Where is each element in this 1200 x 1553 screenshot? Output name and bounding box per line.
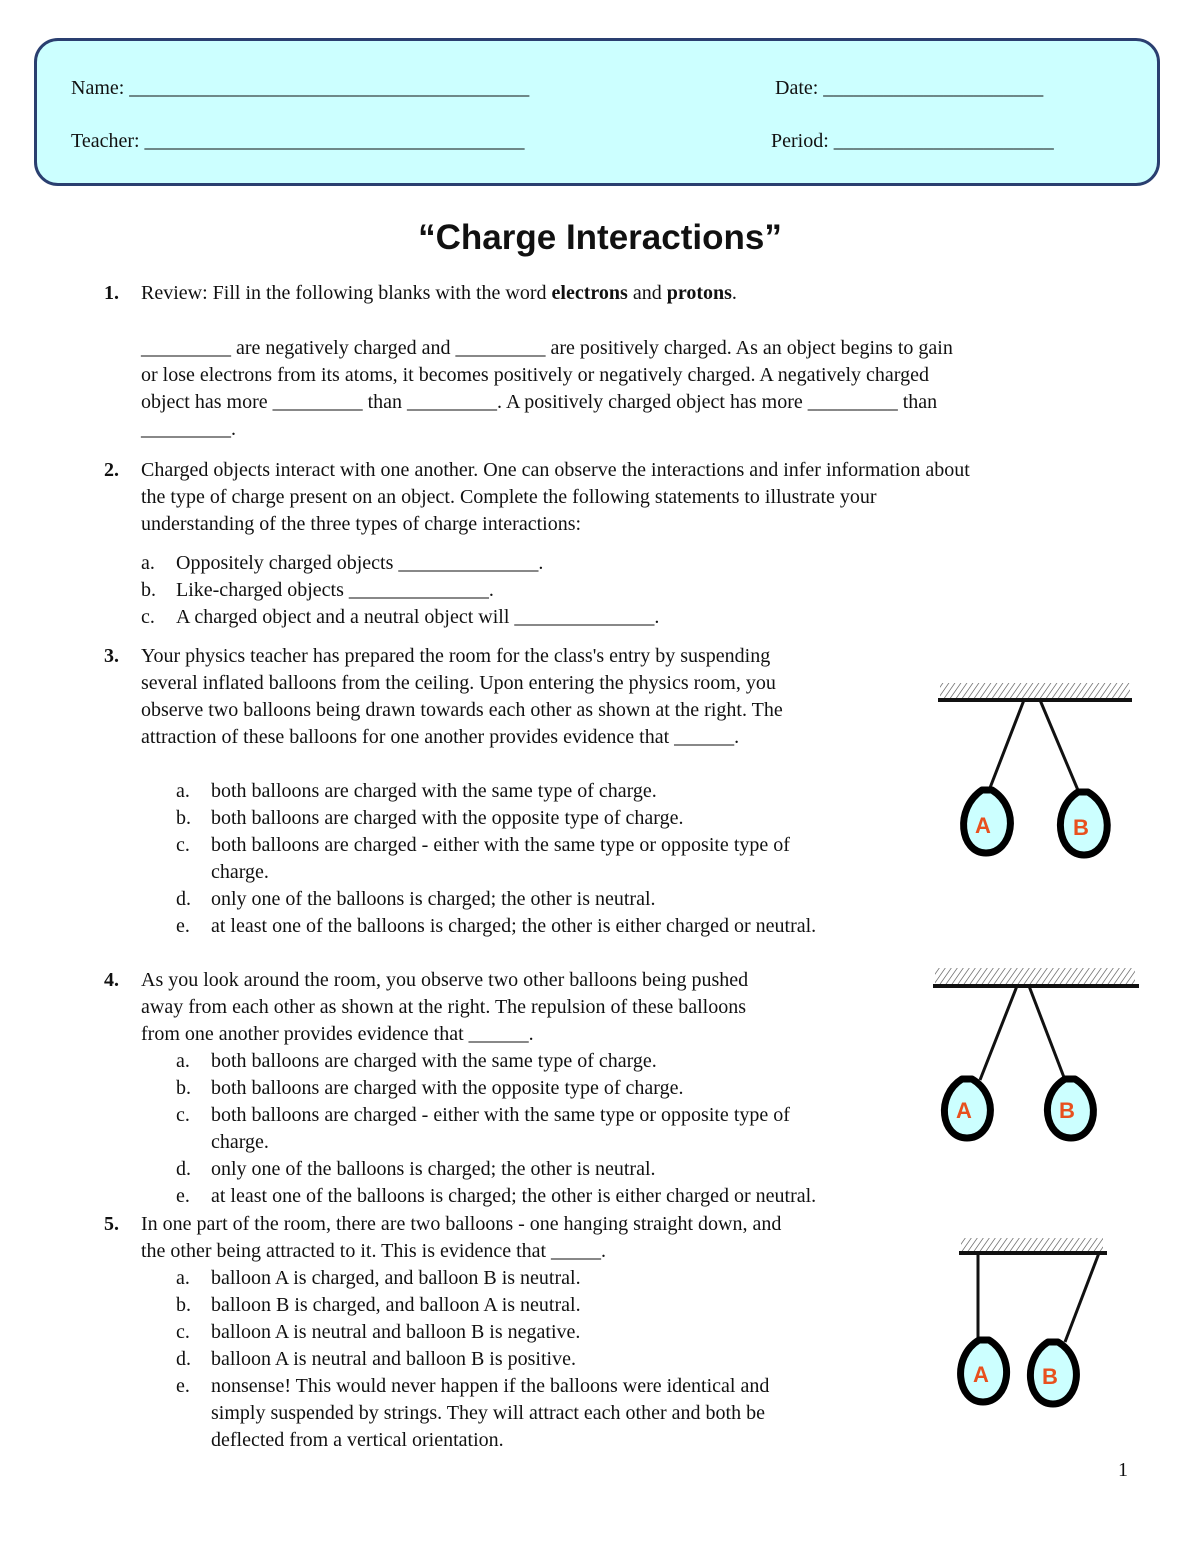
- period-field[interactable]: Period: ______________________: [771, 130, 1054, 152]
- q4-option-letter: b.: [176, 1077, 191, 1099]
- q5-option-text: balloon A is neutral and balloon B is negative.: [211, 1321, 581, 1343]
- q5-option-text: nonsense! This would never happen if the balloons were identical and: [211, 1375, 770, 1397]
- q4-number: 4.: [104, 969, 119, 991]
- q2-line: the type of charge present on an object. Complete the following statements to illustrate your: [141, 486, 877, 508]
- balloon-a: [961, 1340, 1007, 1402]
- q2-option-letter: c.: [141, 606, 155, 628]
- string-b: [1040, 700, 1080, 795]
- q4-option-text: both balloons are charged with the same type of charge.: [211, 1050, 657, 1072]
- q3-option-text: at least one of the balloons is charged; the other is either charged or neutral.: [211, 915, 817, 937]
- balloon-a: [964, 790, 1011, 853]
- q4-option-text: at least one of the balloons is charged; the other is either charged or neutral.: [211, 1185, 817, 1207]
- q5-line: In one part of the room, there are two balloons - one hanging straight down, and: [141, 1213, 782, 1235]
- q5-option-text: deflected from a vertical orientation.: [211, 1429, 504, 1451]
- q5-line: the other being attracted to it. This is evidence that _____.: [141, 1240, 607, 1262]
- balloon-b-label: B: [1059, 1098, 1075, 1123]
- q2-line: understanding of the three types of charge interactions:: [141, 513, 582, 535]
- ceiling-hatch: [940, 683, 1130, 699]
- ceiling-hatch: [961, 1238, 1103, 1252]
- balloon-b: [1060, 792, 1107, 855]
- q5-option-letter: b.: [176, 1294, 191, 1316]
- q1-line: _________ are negatively charged and _________ are positively charged. As an object begins to gain: [141, 337, 953, 359]
- q2-number: 2.: [104, 459, 119, 481]
- q5-option-letter: d.: [176, 1348, 191, 1370]
- teacher-field[interactable]: Teacher: ______________________________________: [71, 130, 525, 152]
- balloon-a-label: A: [956, 1098, 972, 1123]
- q4-option-text: only one of the balloons is charged; the other is neutral.: [211, 1158, 656, 1180]
- q3-option-letter: a.: [176, 780, 190, 802]
- balloon-b: [1030, 1342, 1076, 1404]
- name-field[interactable]: Name: ________________________________________: [71, 77, 530, 99]
- q3-option-text: both balloons are charged with the opposite type of charge.: [211, 807, 684, 829]
- q2-option-text: Like-charged objects ______________.: [176, 579, 494, 601]
- q3-line: observe two balloons being drawn towards each other as shown at the right. The: [141, 699, 783, 721]
- balloon-b-label: B: [1073, 815, 1089, 840]
- q5-option-text: balloon B is charged, and balloon A is neutral.: [211, 1294, 581, 1316]
- q5-option-letter: c.: [176, 1321, 190, 1343]
- q4-option-letter: a.: [176, 1050, 190, 1072]
- q5-option-text: balloon A is charged, and balloon B is neutral.: [211, 1267, 581, 1289]
- ceiling-hatch: [935, 968, 1135, 984]
- string-a: [980, 986, 1017, 1080]
- balloon-a-label: A: [975, 813, 991, 838]
- q3-option-letter: c.: [176, 834, 190, 856]
- q4-option-text: charge.: [211, 1131, 269, 1153]
- q4-line: As you look around the room, you observe two other balloons being pushed: [141, 969, 749, 991]
- q4-option-text: both balloons are charged with the opposite type of charge.: [211, 1077, 684, 1099]
- q3-option-text: both balloons are charged with the same type of charge.: [211, 780, 657, 802]
- q5-option-letter: a.: [176, 1267, 190, 1289]
- balloon-b: [1047, 1079, 1093, 1138]
- string-b: [1065, 1253, 1099, 1342]
- q1-line: or lose electrons from its atoms, it becomes positively or negatively charged. A negatively charged: [141, 364, 929, 386]
- string-b: [1029, 986, 1065, 1080]
- q5-number: 5.: [104, 1213, 119, 1235]
- q3-line: Your physics teacher has prepared the room for the class's entry by suspending: [141, 645, 771, 667]
- q1-line: object has more _________ than _________. A positively charged object has more _________ than: [141, 391, 938, 413]
- q5-option-text: simply suspended by strings. They will attract each other and both be: [211, 1402, 765, 1424]
- q1-line: _________.: [141, 418, 236, 440]
- page-number: 1: [1118, 1459, 1128, 1481]
- q2-option-text: A charged object and a neutral object will ______________.: [176, 606, 660, 628]
- q4-option-letter: d.: [176, 1158, 191, 1180]
- q3-line: several inflated balloons from the ceiling. Upon entering the physics room, you: [141, 672, 776, 694]
- q4-option-letter: e.: [176, 1185, 190, 1207]
- q2-option-text: Oppositely charged objects ______________.: [176, 552, 544, 574]
- q1-number: 1.: [104, 282, 119, 304]
- string-a: [988, 700, 1024, 793]
- worksheet-title: “Charge Interactions”: [418, 218, 782, 257]
- date-field[interactable]: Date: ______________________: [775, 77, 1044, 99]
- q3-line: attraction of these balloons for one another provides evidence that ______.: [141, 726, 740, 748]
- q3-number: 3.: [104, 645, 119, 667]
- balloon-a-label: A: [973, 1362, 989, 1387]
- q5-option-letter: e.: [176, 1375, 190, 1397]
- balloon-b-label: B: [1042, 1364, 1058, 1389]
- q3-option-text: charge.: [211, 861, 269, 883]
- q2-option-letter: a.: [141, 552, 155, 574]
- balloon-a: [944, 1079, 990, 1138]
- q2-option-letter: b.: [141, 579, 156, 601]
- q3-attraction-figure: [930, 675, 1140, 875]
- q4-option-letter: c.: [176, 1104, 190, 1126]
- q2-line: Charged objects interact with one another. One can observe the interactions and infer information about: [141, 459, 970, 481]
- q3-option-letter: e.: [176, 915, 190, 937]
- q3-option-letter: b.: [176, 807, 191, 829]
- q4-line: away from each other as shown at the right. The repulsion of these balloons: [141, 996, 747, 1018]
- q4-repulsion-figure: [925, 962, 1145, 1152]
- q4-line: from one another provides evidence that ______.: [141, 1023, 534, 1045]
- student-info-box: [34, 38, 1160, 186]
- q5-option-text: balloon A is neutral and balloon B is positive.: [211, 1348, 576, 1370]
- q1-prompt: Review: Fill in the following blanks with the word electrons and protons.: [141, 282, 737, 304]
- q5-figure: [945, 1232, 1125, 1412]
- q3-option-letter: d.: [176, 888, 191, 910]
- q4-option-text: both balloons are charged - either with the same type or opposite type of: [211, 1104, 790, 1126]
- q3-option-text: both balloons are charged - either with the same type or opposite type of: [211, 834, 790, 856]
- q3-option-text: only one of the balloons is charged; the other is neutral.: [211, 888, 656, 910]
